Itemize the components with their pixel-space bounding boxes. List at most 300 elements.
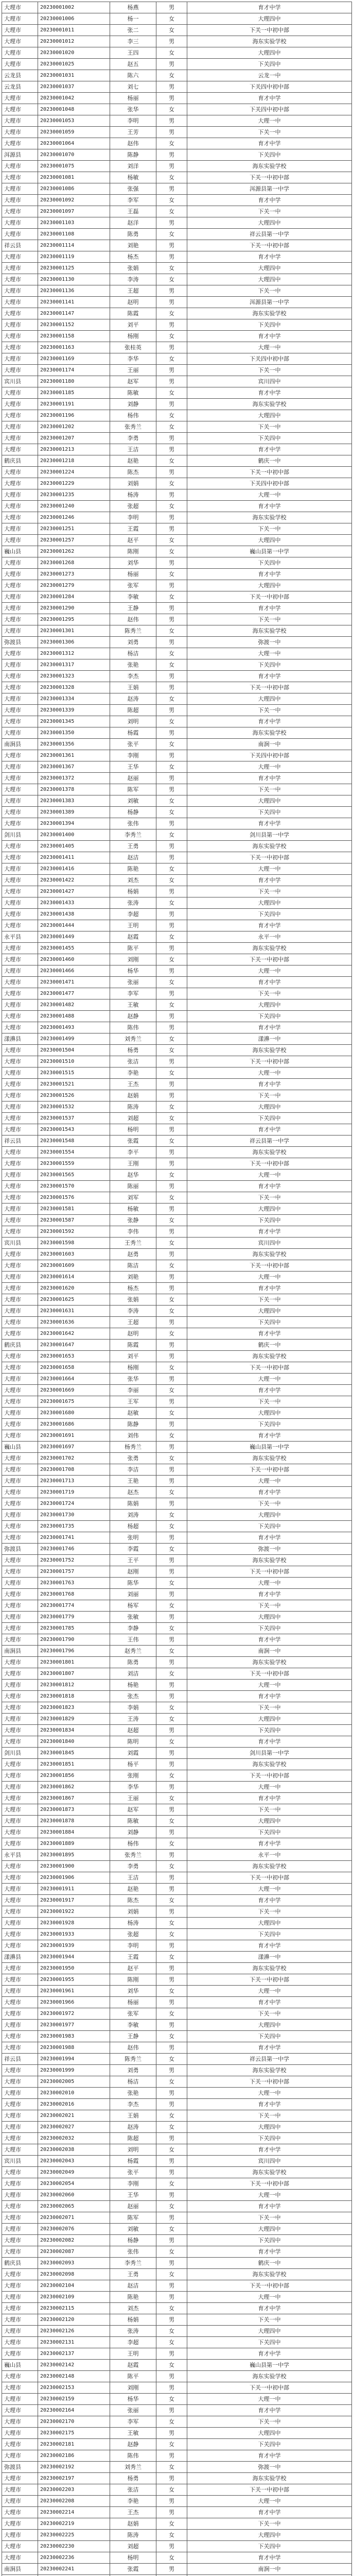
table-row — [2, 297, 352, 308]
school-cell: 育才中学 — [187, 1997, 352, 2008]
table-row — [2, 829, 352, 841]
city-cell: 南涧县 — [2, 1646, 38, 1657]
gender-cell: 女 — [156, 206, 187, 217]
gender-cell: 女 — [156, 1929, 187, 1940]
gender-cell: 男 — [156, 433, 187, 444]
name-cell: 张军 — [110, 580, 156, 591]
name-cell: 赵洋 — [110, 217, 156, 229]
school-cell: 鹤庆一中 — [187, 2258, 352, 2269]
school-cell: 海东实验学校 — [187, 308, 352, 319]
name-cell: 张洁 — [110, 2484, 156, 2496]
city-cell: 大理市 — [2, 1997, 38, 2008]
gender-cell: 女 — [156, 478, 187, 489]
name-cell: 陈秀兰 — [110, 625, 156, 637]
table-row — [2, 1260, 352, 1272]
school-cell: 下关一中初中部 — [187, 1566, 352, 1578]
city-cell: 大理市 — [2, 535, 38, 546]
name-cell: 刘霞 — [110, 1748, 156, 1759]
id-cell: 20230001323 — [38, 671, 110, 682]
id-cell: 20230001290 — [38, 603, 110, 614]
id-cell: 20230002104 — [38, 2280, 110, 2292]
name-cell: 李明 — [110, 115, 156, 127]
table-row — [2, 2394, 352, 2405]
city-cell: 大理市 — [2, 1204, 38, 1215]
school-cell: 大理一中 — [187, 115, 352, 127]
table-row — [2, 2439, 352, 2450]
table-row — [2, 285, 352, 297]
school-cell: 大理一中 — [187, 1067, 352, 1079]
id-cell: 20230001581 — [38, 1204, 110, 1215]
id-cell: 20230001790 — [38, 1634, 110, 1646]
city-cell: 大理市 — [2, 387, 38, 399]
id-cell: 20230001411 — [38, 852, 110, 863]
city-cell: 大理市 — [2, 217, 38, 229]
gender-cell: 男 — [156, 444, 187, 455]
gender-cell: 男 — [156, 1090, 187, 1101]
name-cell: 李杰 — [110, 2099, 156, 2110]
gender-cell: 女 — [156, 977, 187, 988]
id-cell: 20230001867 — [38, 1793, 110, 1804]
city-cell: 大理市 — [2, 773, 38, 784]
table-row — [2, 1385, 352, 1396]
school-cell: 大理四中 — [187, 2122, 352, 2133]
gender-cell: 男 — [156, 1340, 187, 1351]
city-cell: 巍山县 — [2, 1442, 38, 1453]
id-cell: 20230001603 — [38, 1249, 110, 1260]
gender-cell: 女 — [156, 1136, 187, 1147]
school-cell: 下关一中初中部 — [187, 682, 352, 693]
table-row — [2, 2042, 352, 2054]
school-cell: 下关四中 — [187, 1929, 352, 1940]
school-cell: 下关四中 — [187, 557, 352, 569]
name-cell: 赵秀兰 — [110, 1646, 156, 1657]
city-cell: 大理市 — [2, 1192, 38, 1204]
city-cell: 祥云县 — [2, 1136, 38, 1147]
school-cell: 下关四中 — [187, 2031, 352, 2042]
table-row — [2, 863, 352, 875]
id-cell: 20230001724 — [38, 1498, 110, 1510]
name-cell: 李涛 — [110, 1306, 156, 1317]
id-cell: 20230001548 — [38, 1136, 110, 1147]
school-cell: 大理四中 — [187, 263, 352, 274]
city-cell: 大理市 — [2, 297, 38, 308]
gender-cell: 男 — [156, 1804, 187, 1816]
school-cell: 下关四中 — [187, 659, 352, 671]
school-cell: 海东实验学校 — [187, 1963, 352, 1974]
city-cell: 大理市 — [2, 2008, 38, 2020]
gender-cell: 女 — [156, 1770, 187, 1782]
city-cell: 大理市 — [2, 2394, 38, 2405]
id-cell: 20230001636 — [38, 1317, 110, 1328]
gender-cell: 女 — [156, 2552, 187, 2564]
name-cell: 张娟 — [110, 1294, 156, 1306]
school-cell: 下关一中 — [187, 1192, 352, 1204]
table-row — [2, 1204, 352, 1215]
school-cell: 漾濞一中 — [187, 1952, 352, 1963]
name-cell: 陈刚 — [110, 1974, 156, 1986]
city-cell: 大理市 — [2, 1634, 38, 1646]
gender-cell: 男 — [156, 2133, 187, 2144]
name-cell: 张秀兰 — [110, 1850, 156, 1861]
school-cell: 下关一中初中部 — [187, 2076, 352, 2088]
name-cell: 王平 — [110, 1555, 156, 1566]
name-cell: 赵娟 — [110, 1090, 156, 1101]
city-cell: 永平县 — [2, 1850, 38, 1861]
id-cell: 20230001207 — [38, 433, 110, 444]
school-cell: 下关四中 — [187, 2235, 352, 2246]
school-cell: 大理四中 — [187, 410, 352, 421]
gender-cell: 女 — [156, 693, 187, 705]
city-cell: 大理市 — [2, 319, 38, 331]
table-row — [2, 637, 352, 648]
table-row — [2, 1850, 352, 1861]
city-cell: 大理市 — [2, 1249, 38, 1260]
table-row — [2, 1974, 352, 1986]
city-cell: 大理市 — [2, 614, 38, 625]
name-cell: 陈霞 — [110, 308, 156, 319]
table-row — [2, 625, 352, 637]
school-cell: 育才中学 — [187, 251, 352, 263]
city-cell: 大理市 — [2, 2133, 38, 2144]
gender-cell: 男 — [156, 2507, 187, 2518]
table-row — [2, 1419, 352, 1430]
id-cell: 20230001383 — [38, 795, 110, 807]
table-row — [2, 353, 352, 365]
city-cell: 大理市 — [2, 659, 38, 671]
table-row — [2, 365, 352, 376]
school-cell: 大理一中 — [187, 1272, 352, 1283]
table-row — [2, 2, 352, 13]
id-cell: 20230001136 — [38, 285, 110, 297]
gender-cell: 女 — [156, 1045, 187, 1056]
id-cell: 20230001917 — [38, 1895, 110, 1906]
city-cell: 大理市 — [2, 1906, 38, 1918]
table-row — [2, 1476, 352, 1487]
school-cell: 育才中学 — [187, 1736, 352, 1748]
table-row — [2, 659, 352, 671]
school-cell: 海东实验学校 — [187, 1555, 352, 1566]
table-row — [2, 229, 352, 240]
id-cell: 20230001823 — [38, 1702, 110, 1714]
name-cell: 张静 — [110, 1215, 156, 1226]
gender-cell: 男 — [156, 183, 187, 195]
name-cell: 王刚 — [110, 1158, 156, 1170]
name-cell: 杨霞 — [110, 2156, 156, 2167]
table-row — [2, 761, 352, 773]
id-cell: 20230001345 — [38, 716, 110, 727]
id-cell: 20230001895 — [38, 1850, 110, 1861]
city-cell: 大理市 — [2, 1759, 38, 1770]
id-cell: 20230001741 — [38, 1532, 110, 1544]
gender-cell: 男 — [156, 1612, 187, 1623]
id-cell: 20230001108 — [38, 229, 110, 240]
id-cell: 20230002137 — [38, 2348, 110, 2360]
city-cell: 大理市 — [2, 1453, 38, 1464]
table-row — [2, 1464, 352, 1476]
name-cell: 陈丽 — [110, 1181, 156, 1192]
gender-cell: 男 — [156, 2190, 187, 2201]
table-row — [2, 523, 352, 535]
gender-cell: 男 — [156, 342, 187, 353]
gender-cell: 男 — [156, 943, 187, 954]
city-cell: 洱源县 — [2, 149, 38, 161]
school-cell: 大理四中 — [187, 2326, 352, 2337]
gender-cell: 男 — [156, 841, 187, 852]
table-row — [2, 59, 352, 70]
table-row — [2, 115, 352, 127]
id-cell: 20230001444 — [38, 920, 110, 931]
gender-cell: 女 — [156, 1646, 187, 1657]
name-cell: 陈敏 — [110, 387, 156, 399]
school-cell: 大理一中 — [187, 2190, 352, 2201]
id-cell: 20230001152 — [38, 319, 110, 331]
school-cell: 育才中学 — [187, 920, 352, 931]
school-cell: 下关一中初中部 — [187, 2484, 352, 2496]
school-cell: 剑川县第一中学 — [187, 1748, 352, 1759]
table-row — [2, 2360, 352, 2371]
name-cell: 刘伟 — [110, 1430, 156, 1442]
id-cell: 20230001526 — [38, 1090, 110, 1101]
table-row — [2, 1725, 352, 1736]
gender-cell: 女 — [156, 1430, 187, 1442]
gender-cell: 女 — [156, 795, 187, 807]
id-cell: 20230001002 — [38, 2, 110, 13]
gender-cell: 女 — [156, 308, 187, 319]
id-cell: 20230001647 — [38, 1340, 110, 1351]
table-row — [2, 2088, 352, 2099]
name-cell: 李洁 — [110, 1464, 156, 1476]
city-cell: 大理市 — [2, 263, 38, 274]
gender-cell: 女 — [156, 1714, 187, 1725]
gender-cell: 女 — [156, 172, 187, 183]
table-row — [2, 682, 352, 693]
school-cell: 育才中学 — [187, 875, 352, 886]
id-cell: 20230001554 — [38, 1147, 110, 1158]
gender-cell: 女 — [156, 501, 187, 512]
gender-cell: 女 — [156, 421, 187, 433]
id-cell: 20230001334 — [38, 693, 110, 705]
city-cell: 大理市 — [2, 1521, 38, 1532]
id-cell: 20230001675 — [38, 1396, 110, 1408]
table-row — [2, 308, 352, 319]
city-cell: 大理市 — [2, 1226, 38, 1238]
table-row — [2, 1634, 352, 1646]
table-row — [2, 988, 352, 999]
id-cell: 20230001251 — [38, 523, 110, 535]
table-row — [2, 1226, 352, 1238]
gender-cell: 女 — [156, 1600, 187, 1612]
school-cell: 海东实验学校 — [187, 1861, 352, 1872]
table-row — [2, 716, 352, 727]
gender-cell: 女 — [156, 1521, 187, 1532]
school-cell: 下关一中初中部 — [187, 2178, 352, 2190]
id-cell: 20230001658 — [38, 1362, 110, 1374]
name-cell: 李刚 — [110, 2178, 156, 2190]
gender-cell: 女 — [156, 2246, 187, 2258]
id-cell: 20230001246 — [38, 512, 110, 523]
city-cell: 大理市 — [2, 852, 38, 863]
school-cell: 下关一中初中部 — [187, 240, 352, 251]
name-cell: 杨涛 — [110, 489, 156, 501]
school-cell: 大理四中 — [187, 2428, 352, 2439]
school-cell: 育才中学 — [187, 569, 352, 580]
id-cell: 20230002027 — [38, 2122, 110, 2133]
table-row — [2, 2564, 352, 2575]
school-cell: 下关一中 — [187, 784, 352, 795]
name-cell: 王静 — [110, 603, 156, 614]
gender-cell: 男 — [156, 2348, 187, 2360]
city-cell: 大理市 — [2, 1680, 38, 1691]
city-cell: 大理市 — [2, 1147, 38, 1158]
school-cell: 大理四中 — [187, 1408, 352, 1419]
name-cell: 杨静 — [110, 807, 156, 818]
gender-cell: 女 — [156, 1033, 187, 1045]
name-cell: 赵五 — [110, 59, 156, 70]
name-cell: 李超 — [110, 909, 156, 920]
gender-cell: 男 — [156, 2235, 187, 2246]
id-cell: 20230002148 — [38, 2371, 110, 2382]
name-cell: 赵霞 — [110, 2360, 156, 2371]
school-cell: 大理一中 — [187, 342, 352, 353]
school-cell: 下关一中 — [187, 1396, 352, 1408]
school-cell: 下关四中初中部 — [187, 104, 352, 115]
gender-cell: 男 — [156, 1884, 187, 1895]
city-cell: 大理市 — [2, 693, 38, 705]
city-cell: 大理市 — [2, 115, 38, 127]
table-row — [2, 999, 352, 1011]
city-cell: 大理市 — [2, 47, 38, 59]
gender-cell: 女 — [156, 263, 187, 274]
city-cell: 大理市 — [2, 36, 38, 47]
school-cell: 弥渡一中 — [187, 637, 352, 648]
city-cell: 大理市 — [2, 1124, 38, 1136]
id-cell: 20230001356 — [38, 739, 110, 750]
name-cell: 李娟 — [110, 1702, 156, 1714]
id-cell: 20230001972 — [38, 2008, 110, 2020]
table-row — [2, 2462, 352, 2473]
id-cell: 20230001163 — [38, 342, 110, 353]
gender-cell: 男 — [156, 909, 187, 920]
city-cell: 大理市 — [2, 410, 38, 421]
table-row — [2, 2348, 352, 2360]
table-row — [2, 195, 352, 206]
table-row — [2, 2054, 352, 2065]
id-cell: 20230001295 — [38, 614, 110, 625]
school-cell: 宾川四中 — [187, 2156, 352, 2167]
gender-cell: 男 — [156, 1657, 187, 1668]
name-cell: 杨军 — [110, 1600, 156, 1612]
table-row — [2, 217, 352, 229]
gender-cell: 女 — [156, 2416, 187, 2428]
city-cell: 大理市 — [2, 1872, 38, 1884]
city-cell: 大理市 — [2, 784, 38, 795]
gender-cell: 男 — [156, 365, 187, 376]
id-cell: 20230001169 — [38, 353, 110, 365]
name-cell: 杨燕 — [110, 2, 156, 13]
name-cell: 李明 — [110, 1940, 156, 1952]
gender-cell: 女 — [156, 931, 187, 943]
id-cell: 20230001614 — [38, 1272, 110, 1283]
id-cell: 20230002170 — [38, 2416, 110, 2428]
table-row — [2, 47, 352, 59]
id-cell: 20230001059 — [38, 127, 110, 138]
city-cell: 大理市 — [2, 2122, 38, 2133]
table-row — [2, 206, 352, 217]
city-cell: 大理市 — [2, 1079, 38, 1090]
gender-cell: 男 — [156, 251, 187, 263]
city-cell: 大理市 — [2, 648, 38, 659]
gender-cell: 男 — [156, 2382, 187, 2394]
gender-cell: 女 — [156, 1192, 187, 1204]
city-cell: 大理市 — [2, 2201, 38, 2212]
id-cell: 20230001367 — [38, 761, 110, 773]
school-cell: 大理四中 — [187, 47, 352, 59]
school-cell: 永平一中 — [187, 1850, 352, 1861]
city-cell: 大理市 — [2, 2042, 38, 2054]
name-cell: 杨勇 — [110, 2473, 156, 2484]
gender-cell: 男 — [156, 2156, 187, 2167]
id-cell: 20230002082 — [38, 2235, 110, 2246]
city-cell: 大理市 — [2, 807, 38, 818]
table-row — [2, 342, 352, 353]
gender-cell: 男 — [156, 1442, 187, 1453]
name-cell: 刘刚 — [110, 2382, 156, 2394]
school-cell: 海东实验学校 — [187, 2473, 352, 2484]
city-cell: 大理市 — [2, 1430, 38, 1442]
city-cell: 大理市 — [2, 1306, 38, 1317]
school-cell: 下关四中 — [187, 2439, 352, 2450]
city-cell: 大理市 — [2, 1056, 38, 1067]
id-cell: 20230001680 — [38, 1408, 110, 1419]
city-cell: 大理市 — [2, 943, 38, 954]
id-cell: 20230001928 — [38, 1918, 110, 1929]
name-cell: 张艳 — [110, 659, 156, 671]
name-cell: 陈伟 — [110, 1022, 156, 1033]
gender-cell: 男 — [156, 2212, 187, 2224]
table-row — [2, 1238, 352, 1249]
city-cell: 大理市 — [2, 603, 38, 614]
id-cell: 20230002219 — [38, 2518, 110, 2530]
city-cell: 大理市 — [2, 1986, 38, 1997]
id-cell: 20230001438 — [38, 909, 110, 920]
id-cell: 20230001532 — [38, 1101, 110, 1113]
school-cell: 下关四中 — [187, 807, 352, 818]
id-cell: 20230001229 — [38, 478, 110, 489]
table-row — [2, 750, 352, 761]
city-cell: 大理市 — [2, 2507, 38, 2518]
school-cell: 海东实验学校 — [187, 841, 352, 852]
school-cell: 洱源县第一中学 — [187, 183, 352, 195]
table-row — [2, 1045, 352, 1056]
name-cell: 杨静 — [110, 2235, 156, 2246]
school-cell: 育才中学 — [187, 501, 352, 512]
table-row — [2, 2518, 352, 2530]
city-cell: 大理市 — [2, 818, 38, 829]
city-cell: 大理市 — [2, 1736, 38, 1748]
name-cell: 杨敏 — [110, 1204, 156, 1215]
gender-cell: 男 — [156, 852, 187, 863]
table-row — [2, 183, 352, 195]
city-cell: 大理市 — [2, 988, 38, 999]
school-cell: 育才中学 — [187, 331, 352, 342]
table-row — [2, 1532, 352, 1544]
id-cell: 20230002054 — [38, 2178, 110, 2190]
id-cell: 20230001768 — [38, 1589, 110, 1600]
name-cell: 王秀兰 — [110, 1238, 156, 1249]
city-cell: 大理市 — [2, 557, 38, 569]
city-cell: 大理市 — [2, 172, 38, 183]
school-cell: 育才中学 — [187, 1181, 352, 1192]
